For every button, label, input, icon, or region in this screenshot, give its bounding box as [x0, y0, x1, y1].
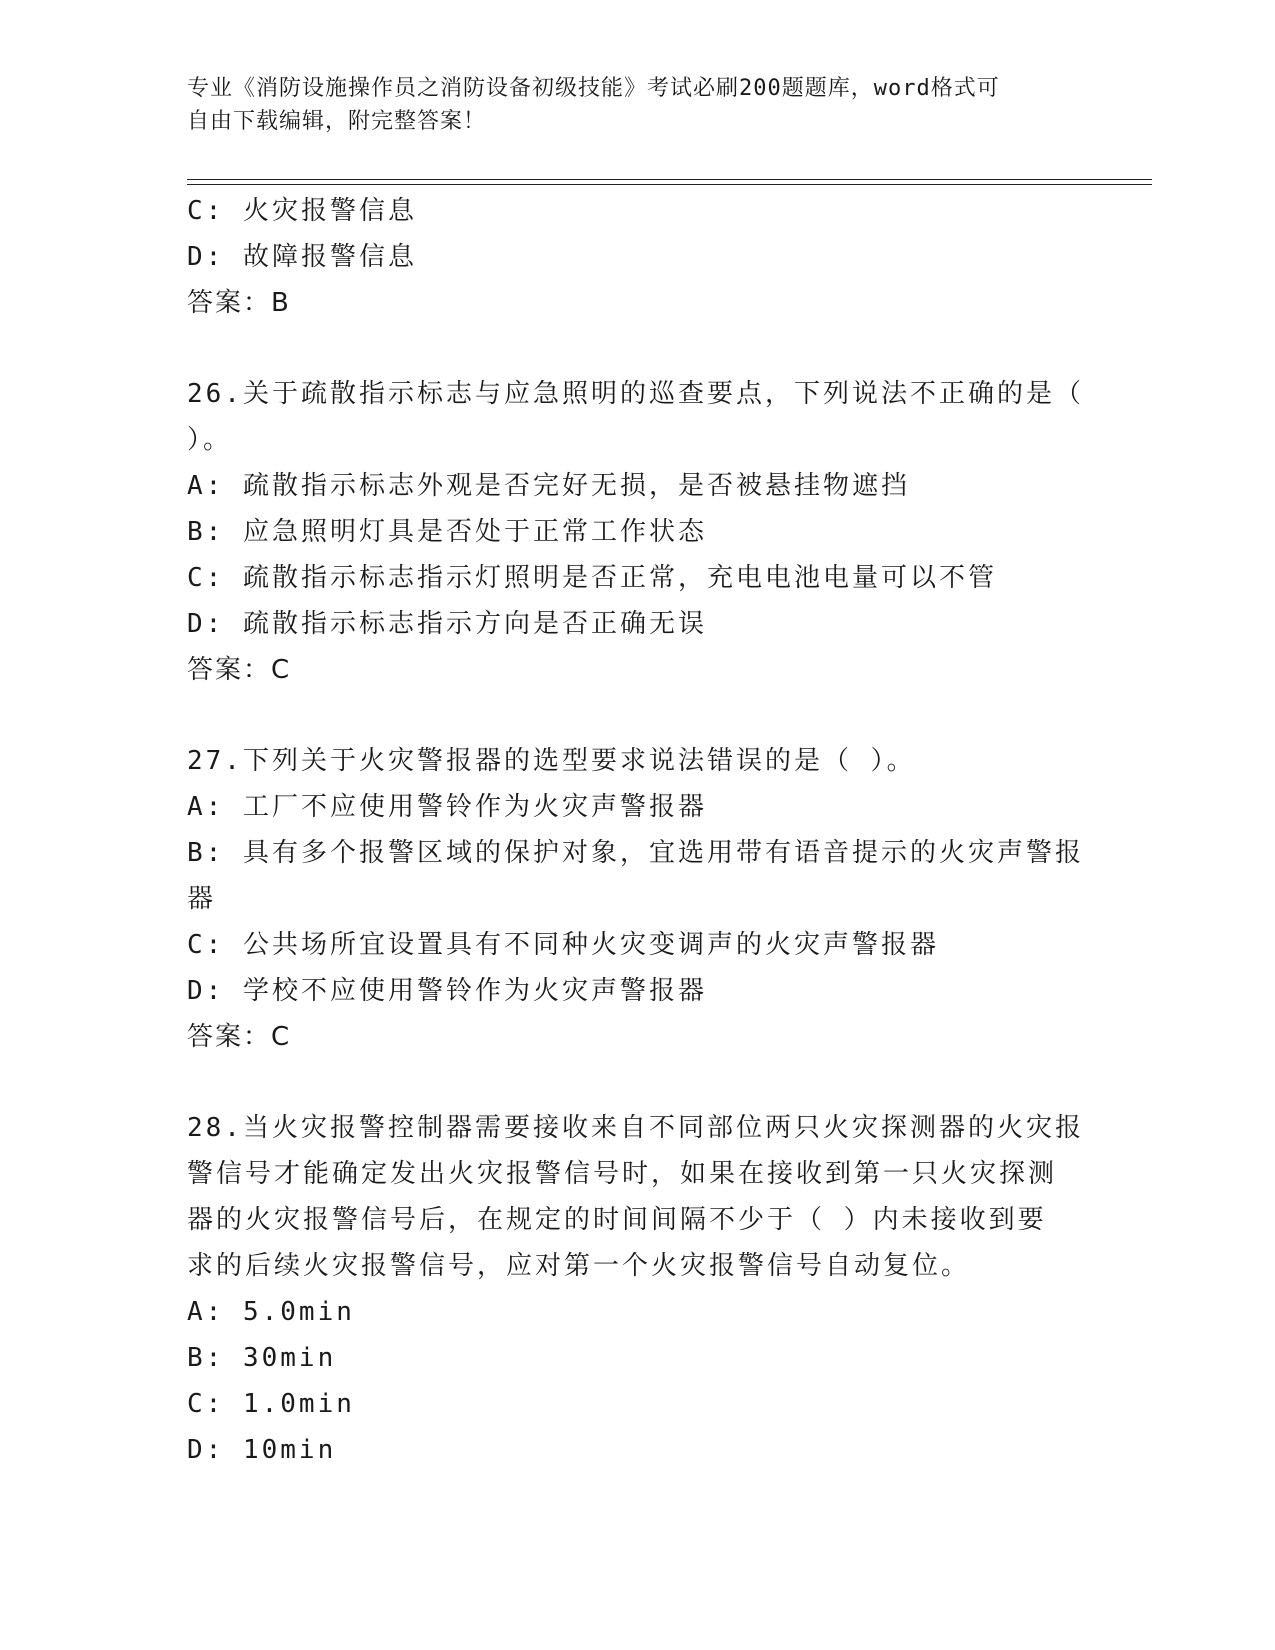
- question-stem: 28.当火灾报警控制器需要接收来自不同部位两只火灾探测器的火灾报: [187, 1113, 1084, 1143]
- header-line-2: 自由下载编辑，附完整答案！: [187, 109, 487, 134]
- question-content: [187, 188, 1087, 1473]
- option-c: C: 1.0min: [187, 1389, 355, 1419]
- option-c: C: 火灾报警信息: [187, 196, 417, 226]
- question-27: [187, 738, 1087, 1060]
- option-c: C: 疏散指示标志指示灯照明是否正常，充电电池电量可以不管: [187, 563, 997, 593]
- header-line-1: 专业《消防设施操作员之消防设备初级技能》考试必刷200题题库，word格式可: [187, 76, 1000, 101]
- question-stem-cont: 警信号才能确定发出火灾报警信号时，如果在接收到第一只火灾探测: [187, 1159, 1058, 1189]
- option-b-cont: 器: [187, 884, 217, 914]
- option-b: B: 应急照明灯具是否处于正常工作状态: [187, 517, 707, 547]
- question-stem: 26.关于疏散指示标志与应急照明的巡查要点，下列说法不正确的是（: [187, 379, 1084, 409]
- option-d: D: 10min: [187, 1435, 337, 1465]
- header-divider-top: [187, 179, 1152, 180]
- question-stem-cont: 求的后续火灾报警信号，应对第一个火灾报警信号自动复位。: [187, 1251, 971, 1281]
- option-a: A: 疏散指示标志外观是否完好无损，是否被悬挂物遮挡: [187, 471, 910, 501]
- question-stem-cont: ）。: [187, 425, 233, 455]
- option-d: D: 学校不应使用警铃作为火灾声警报器: [187, 976, 707, 1006]
- question-stem: 27.下列关于火灾警报器的选型要求说法错误的是（ ）。: [187, 746, 916, 776]
- question-28: [187, 1105, 1087, 1473]
- answer: 答案：C: [187, 1022, 292, 1052]
- option-c: C: 公共场所宜设置具有不同种火灾变调声的火灾声警报器: [187, 930, 939, 960]
- question-26: [187, 371, 1087, 693]
- question-stem-cont: 器的火灾报警信号后，在规定的时间间隔不少于（ ）内未接收到要: [187, 1205, 1047, 1235]
- previous-question: [187, 188, 1087, 326]
- option-d: D: 故障报警信息: [187, 242, 417, 272]
- option-a: A: 5.0min: [187, 1297, 355, 1327]
- option-d: D: 疏散指示标志指示方向是否正确无误: [187, 609, 707, 639]
- option-b: B: 30min: [187, 1343, 337, 1373]
- option-a: A: 工厂不应使用警铃作为火灾声警报器: [187, 792, 707, 822]
- option-b: B: 具有多个报警区域的保护对象，宜选用带有语音提示的火灾声警报: [187, 838, 1084, 868]
- answer: 答案：C: [187, 655, 292, 685]
- answer: 答案：B: [187, 288, 291, 318]
- document-header: [187, 72, 1067, 138]
- header-divider-bottom: [187, 184, 1152, 185]
